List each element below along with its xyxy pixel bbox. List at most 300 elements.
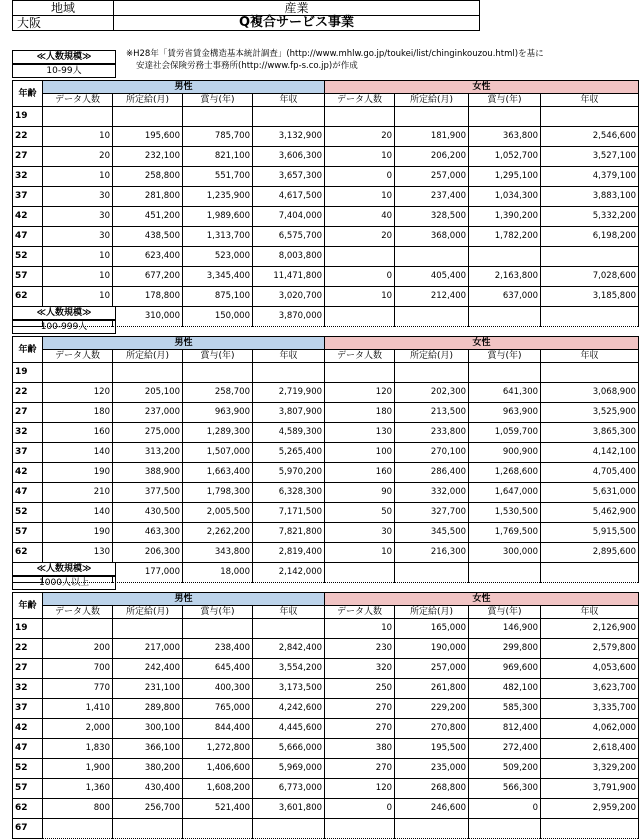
value-cell: 10 (325, 147, 395, 167)
value-cell: 463,300 (113, 523, 183, 543)
value-cell (469, 107, 541, 127)
value-cell: 7,821,800 (253, 523, 325, 543)
table-row (13, 523, 639, 543)
age-cell: 62 (13, 543, 43, 563)
age-cell: 47 (13, 483, 43, 503)
value-cell: 2,819,400 (253, 543, 325, 563)
value-cell: 120 (325, 383, 395, 403)
value-cell: 380,200 (113, 759, 183, 779)
value-cell: 521,400 (183, 799, 253, 819)
value-cell: 3,335,700 (541, 699, 639, 719)
value-cell: 286,400 (395, 463, 469, 483)
value-cell (395, 307, 469, 327)
value-cell: 900,900 (469, 443, 541, 463)
value-cell (43, 363, 113, 383)
wage-table-2 (12, 336, 639, 583)
value-cell: 320 (325, 659, 395, 679)
industry-label: 産業 (114, 1, 480, 16)
value-cell: 482,100 (469, 679, 541, 699)
value-cell: 6,328,300 (253, 483, 325, 503)
age-cell: 32 (13, 167, 43, 187)
value-cell: 195,600 (113, 127, 183, 147)
value-cell: 2,719,900 (253, 383, 325, 403)
value-cell: 4,705,400 (541, 463, 639, 483)
table-row (13, 443, 639, 463)
value-cell: 257,000 (395, 659, 469, 679)
value-cell: 1,530,500 (469, 503, 541, 523)
value-cell: 1,769,500 (469, 523, 541, 543)
value-cell: 206,200 (395, 147, 469, 167)
value-cell: 190,000 (395, 639, 469, 659)
value-cell: 4,379,100 (541, 167, 639, 187)
value-cell: 2,546,600 (541, 127, 639, 147)
male-monthly-header: 所定給(月) (113, 606, 183, 619)
value-cell: 5,462,900 (541, 503, 639, 523)
value-cell: 30 (43, 207, 113, 227)
value-cell: 3,329,200 (541, 759, 639, 779)
value-cell: 235,000 (395, 759, 469, 779)
value-cell: 200 (43, 639, 113, 659)
table-row (13, 503, 639, 523)
value-cell: 2,842,400 (253, 639, 325, 659)
table-row (13, 659, 639, 679)
value-cell (395, 819, 469, 839)
value-cell: 10 (43, 127, 113, 147)
value-cell: 844,400 (183, 719, 253, 739)
value-cell: 3,807,900 (253, 403, 325, 423)
value-cell: 3,865,300 (541, 423, 639, 443)
age-cell: 57 (13, 267, 43, 287)
size-range: 100-999人 (12, 320, 116, 334)
value-cell (469, 363, 541, 383)
value-cell: 368,000 (395, 227, 469, 247)
region-value: 大阪 (13, 16, 114, 31)
value-cell (325, 563, 395, 583)
value-cell (113, 107, 183, 127)
value-cell: 140 (43, 503, 113, 523)
value-cell: 875,100 (183, 287, 253, 307)
value-cell: 5,666,000 (253, 739, 325, 759)
value-cell: 327,700 (395, 503, 469, 523)
table-row (13, 227, 639, 247)
value-cell: 551,700 (183, 167, 253, 187)
value-cell: 10 (43, 287, 113, 307)
value-cell: 2,000 (43, 719, 113, 739)
value-cell: 1,034,300 (469, 187, 541, 207)
value-cell: 10 (43, 167, 113, 187)
value-cell: 1,268,600 (469, 463, 541, 483)
value-cell: 181,900 (395, 127, 469, 147)
value-cell: 1,663,400 (183, 463, 253, 483)
size-badge: ≪人数規模≫ (12, 50, 116, 64)
value-cell (113, 363, 183, 383)
value-cell: 231,100 (113, 679, 183, 699)
value-cell: 5,970,200 (253, 463, 325, 483)
value-cell: 6,773,000 (253, 779, 325, 799)
female-count-header: データ人数 (325, 94, 395, 107)
value-cell: 270,100 (395, 443, 469, 463)
value-cell: 5,631,000 (541, 483, 639, 503)
table-row (13, 543, 639, 563)
value-cell: 963,900 (183, 403, 253, 423)
value-cell: 268,800 (395, 779, 469, 799)
age-cell: 52 (13, 759, 43, 779)
value-cell: 18,000 (183, 563, 253, 583)
male-count-header: データ人数 (43, 94, 113, 107)
value-cell: 177,000 (113, 563, 183, 583)
value-cell (43, 619, 113, 639)
value-cell: 50 (325, 503, 395, 523)
value-cell: 7,028,600 (541, 267, 639, 287)
female-count-header: データ人数 (325, 350, 395, 363)
table-row (13, 463, 639, 483)
value-cell: 0 (469, 799, 541, 819)
table-row (13, 679, 639, 699)
value-cell: 3,623,700 (541, 679, 639, 699)
value-cell: 120 (43, 383, 113, 403)
value-cell: 258,700 (183, 383, 253, 403)
value-cell (541, 247, 639, 267)
value-cell: 242,400 (113, 659, 183, 679)
table-row (13, 423, 639, 443)
value-cell: 3,068,900 (541, 383, 639, 403)
value-cell (183, 619, 253, 639)
age-cell: 22 (13, 639, 43, 659)
value-cell: 90 (325, 483, 395, 503)
value-cell: 969,600 (469, 659, 541, 679)
age-cell: 19 (13, 363, 43, 383)
value-cell (325, 819, 395, 839)
value-cell: 3,525,900 (541, 403, 639, 423)
value-cell: 0 (325, 799, 395, 819)
value-cell (183, 363, 253, 383)
value-cell: 10 (325, 619, 395, 639)
age-cell: 32 (13, 679, 43, 699)
value-cell: 232,100 (113, 147, 183, 167)
value-cell: 229,200 (395, 699, 469, 719)
female-monthly-header: 所定給(月) (395, 350, 469, 363)
value-cell: 130 (43, 543, 113, 563)
value-cell: 3,791,900 (541, 779, 639, 799)
value-cell (395, 107, 469, 127)
value-cell: 430,400 (113, 779, 183, 799)
value-cell: 310,000 (113, 307, 183, 327)
value-cell (325, 107, 395, 127)
value-cell (183, 107, 253, 127)
age-cell: 22 (13, 127, 43, 147)
value-cell: 281,800 (113, 187, 183, 207)
value-cell: 451,200 (113, 207, 183, 227)
table-row (13, 779, 639, 799)
value-cell: 700 (43, 659, 113, 679)
value-cell: 566,300 (469, 779, 541, 799)
size-badge: ≪人数規模≫ (12, 306, 116, 320)
age-cell: 57 (13, 779, 43, 799)
value-cell (325, 307, 395, 327)
table-row (13, 759, 639, 779)
value-cell: 1,989,600 (183, 207, 253, 227)
value-cell: 30 (325, 523, 395, 543)
table-row (13, 483, 639, 503)
value-cell: 120 (325, 779, 395, 799)
value-cell: 300,100 (113, 719, 183, 739)
value-cell: 1,360 (43, 779, 113, 799)
age-cell: 52 (13, 503, 43, 523)
size-range: 1000人以上 (12, 576, 116, 590)
value-cell: 438,500 (113, 227, 183, 247)
value-cell: 289,800 (113, 699, 183, 719)
value-cell: 3,657,300 (253, 167, 325, 187)
value-cell: 300,000 (469, 543, 541, 563)
value-cell: 963,900 (469, 403, 541, 423)
age-cell: 37 (13, 443, 43, 463)
value-cell (395, 563, 469, 583)
age-cell: 62 (13, 287, 43, 307)
value-cell: 270,800 (395, 719, 469, 739)
value-cell: 100 (325, 443, 395, 463)
value-cell: 3,554,200 (253, 659, 325, 679)
age-cell: 32 (13, 423, 43, 443)
value-cell: 258,800 (113, 167, 183, 187)
value-cell: 165,000 (395, 619, 469, 639)
value-cell: 270 (325, 719, 395, 739)
value-cell (113, 619, 183, 639)
value-cell (469, 247, 541, 267)
value-cell: 5,915,500 (541, 523, 639, 543)
female-annual-header: 年収 (541, 606, 639, 619)
value-cell: 210 (43, 483, 113, 503)
value-cell: 20 (325, 127, 395, 147)
value-cell: 213,500 (395, 403, 469, 423)
value-cell: 3,870,000 (253, 307, 325, 327)
value-cell (469, 307, 541, 327)
value-cell: 2,959,200 (541, 799, 639, 819)
value-cell: 800 (43, 799, 113, 819)
value-cell: 1,272,800 (183, 739, 253, 759)
value-cell: 130 (325, 423, 395, 443)
table-row (13, 247, 639, 267)
table-row (13, 739, 639, 759)
value-cell (541, 563, 639, 583)
table-row (13, 287, 639, 307)
value-cell: 275,000 (113, 423, 183, 443)
age-cell: 37 (13, 187, 43, 207)
age-cell: 22 (13, 383, 43, 403)
value-cell: 765,000 (183, 699, 253, 719)
value-cell: 5,969,000 (253, 759, 325, 779)
value-cell: 0 (325, 167, 395, 187)
age-cell: 27 (13, 659, 43, 679)
value-cell: 5,332,200 (541, 207, 639, 227)
table-row (13, 147, 639, 167)
table-row (13, 619, 639, 639)
female-bonus-header: 賞与(年) (469, 350, 541, 363)
value-cell: 212,400 (395, 287, 469, 307)
header-table (12, 0, 480, 31)
size-badge: ≪人数規模≫ (12, 562, 116, 576)
value-cell: 10 (325, 187, 395, 207)
male-annual-header: 年収 (253, 606, 325, 619)
value-cell: 30 (43, 187, 113, 207)
region-label: 地域 (13, 1, 114, 16)
value-cell: 20 (43, 147, 113, 167)
value-cell: 3,132,900 (253, 127, 325, 147)
value-cell: 400,300 (183, 679, 253, 699)
value-cell (469, 563, 541, 583)
value-cell: 4,242,600 (253, 699, 325, 719)
male-header: 男性 (43, 593, 325, 606)
value-cell: 366,100 (113, 739, 183, 759)
table-row (13, 107, 639, 127)
value-cell: 4,053,600 (541, 659, 639, 679)
value-cell: 217,000 (113, 639, 183, 659)
female-monthly-header: 所定給(月) (395, 606, 469, 619)
female-bonus-header: 賞与(年) (469, 94, 541, 107)
value-cell: 10 (43, 247, 113, 267)
value-cell: 237,000 (113, 403, 183, 423)
value-cell: 1,295,100 (469, 167, 541, 187)
value-cell: 623,400 (113, 247, 183, 267)
value-cell (325, 247, 395, 267)
value-cell: 30 (43, 227, 113, 247)
value-cell: 4,617,500 (253, 187, 325, 207)
female-annual-header: 年収 (541, 94, 639, 107)
value-cell: 150,000 (183, 307, 253, 327)
female-header: 女性 (325, 593, 639, 606)
value-cell: 770 (43, 679, 113, 699)
female-bonus-header: 賞与(年) (469, 606, 541, 619)
value-cell: 343,800 (183, 543, 253, 563)
value-cell: 821,100 (183, 147, 253, 167)
table-row (13, 127, 639, 147)
value-cell: 160 (325, 463, 395, 483)
age-cell: 47 (13, 227, 43, 247)
value-cell: 328,500 (395, 207, 469, 227)
value-cell: 246,600 (395, 799, 469, 819)
value-cell: 1,406,600 (183, 759, 253, 779)
value-cell: 299,800 (469, 639, 541, 659)
female-header: 女性 (325, 337, 639, 350)
value-cell: 313,200 (113, 443, 183, 463)
value-cell: 812,400 (469, 719, 541, 739)
value-cell: 641,300 (469, 383, 541, 403)
value-cell: 206,300 (113, 543, 183, 563)
age-cell: 62 (13, 799, 43, 819)
value-cell: 205,100 (113, 383, 183, 403)
value-cell: 1,410 (43, 699, 113, 719)
value-cell (43, 819, 113, 839)
value-cell: 2,579,800 (541, 639, 639, 659)
size-range: 10-99人 (12, 64, 116, 78)
table-row (13, 819, 639, 839)
value-cell (395, 247, 469, 267)
value-cell: 388,900 (113, 463, 183, 483)
value-cell: 2,618,400 (541, 739, 639, 759)
value-cell: 10 (43, 267, 113, 287)
value-cell (469, 819, 541, 839)
value-cell: 160 (43, 423, 113, 443)
value-cell: 146,900 (469, 619, 541, 639)
age-cell: 42 (13, 719, 43, 739)
age-cell: 42 (13, 207, 43, 227)
value-cell: 2,262,200 (183, 523, 253, 543)
female-count-header: データ人数 (325, 606, 395, 619)
male-header: 男性 (43, 337, 325, 350)
age-cell: 19 (13, 107, 43, 127)
value-cell: 2,163,800 (469, 267, 541, 287)
value-cell (253, 363, 325, 383)
value-cell: 8,003,800 (253, 247, 325, 267)
table-row (13, 187, 639, 207)
value-cell: 1,608,200 (183, 779, 253, 799)
value-cell: 1,830 (43, 739, 113, 759)
value-cell: 7,171,500 (253, 503, 325, 523)
value-cell: 4,589,300 (253, 423, 325, 443)
value-cell: 230 (325, 639, 395, 659)
value-cell: 4,445,600 (253, 719, 325, 739)
value-cell: 140 (43, 443, 113, 463)
value-cell: 272,400 (469, 739, 541, 759)
wage-table-3 (12, 592, 639, 839)
source-note (126, 48, 544, 72)
value-cell: 5,265,400 (253, 443, 325, 463)
value-cell: 238,400 (183, 639, 253, 659)
value-cell: 3,173,500 (253, 679, 325, 699)
value-cell (113, 819, 183, 839)
value-cell (541, 307, 639, 327)
value-cell: 261,800 (395, 679, 469, 699)
value-cell: 3,606,300 (253, 147, 325, 167)
value-cell: 190 (43, 523, 113, 543)
male-monthly-header: 所定給(月) (113, 94, 183, 107)
age-header: 年齢 (13, 593, 43, 619)
age-header: 年齢 (13, 81, 43, 107)
value-cell: 3,020,700 (253, 287, 325, 307)
value-cell: 585,300 (469, 699, 541, 719)
table-row (13, 719, 639, 739)
value-cell: 195,500 (395, 739, 469, 759)
table-row (13, 699, 639, 719)
age-cell: 27 (13, 403, 43, 423)
value-cell: 1,782,200 (469, 227, 541, 247)
value-cell: 6,198,200 (541, 227, 639, 247)
female-header: 女性 (325, 81, 639, 94)
value-cell: 645,400 (183, 659, 253, 679)
value-cell: 3,345,400 (183, 267, 253, 287)
value-cell: 180 (43, 403, 113, 423)
value-cell: 1,235,900 (183, 187, 253, 207)
value-cell: 1,900 (43, 759, 113, 779)
table-row (13, 267, 639, 287)
age-cell: 19 (13, 619, 43, 639)
value-cell: 257,000 (395, 167, 469, 187)
value-cell: 1,390,200 (469, 207, 541, 227)
value-cell: 509,200 (469, 759, 541, 779)
value-cell: 10 (325, 543, 395, 563)
value-cell: 4,142,100 (541, 443, 639, 463)
value-cell: 256,700 (113, 799, 183, 819)
value-cell: 237,400 (395, 187, 469, 207)
male-bonus-header: 賞与(年) (183, 606, 253, 619)
value-cell: 1,059,700 (469, 423, 541, 443)
value-cell: 363,800 (469, 127, 541, 147)
value-cell: 2,895,600 (541, 543, 639, 563)
value-cell: 0 (325, 267, 395, 287)
value-cell: 523,000 (183, 247, 253, 267)
male-bonus-header: 賞与(年) (183, 94, 253, 107)
value-cell: 405,400 (395, 267, 469, 287)
value-cell: 2,005,500 (183, 503, 253, 523)
